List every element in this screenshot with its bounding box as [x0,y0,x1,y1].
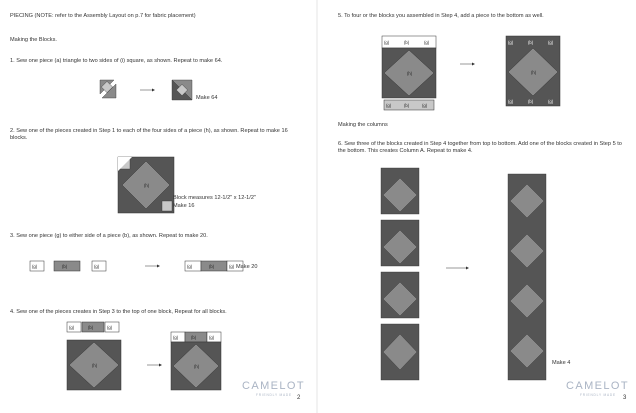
step1-diagram [100,80,200,104]
svg-text:(b): (b) [88,325,94,330]
svg-text:(h): (h) [531,70,537,75]
svg-text:(g): (g) [32,264,38,269]
page-number-left: 2 [297,395,301,401]
svg-text:(h): (h) [194,364,200,369]
column-block-3 [381,272,419,318]
step3-note: Make 20 [236,264,258,270]
step2-block [118,157,176,215]
svg-text:(g): (g) [209,335,215,340]
step2-note-size: Block measures 12-1/2" x 12-1/2" [173,195,256,201]
making-blocks-heading: Making the Blocks. [10,37,57,43]
column-block-1 [381,168,419,214]
piecing-heading: PIECING (NOTE: refer to the Assembly Layout on p.7 for fabric placement) [10,13,196,19]
camelot-logo-right: CAMELOT [566,380,629,392]
camelot-logo: CAMELOT [242,380,305,392]
step5-text: 5. To four or the blocks you assembled in Step 4, add a piece to the bottom as well. [338,13,544,19]
step6-text: 6. Sew three of the blocks created in Step 4 together from top to bottom. Add one of the blocks created in Step 5 to the bottom. This creates Column A. Repeat to make 4. [338,141,622,154]
svg-text:(g): (g) [508,40,514,45]
svg-text:(b): (b) [62,264,68,269]
svg-text:(g): (g) [229,264,235,269]
right-page [318,0,636,413]
column-block-4 [381,324,419,380]
step3-text: 3. Sew one piece (g) to either side of a piece (b), as shown. Repeat to make 20. [10,233,208,239]
label-h: (h) [144,183,150,188]
svg-text:(g): (g) [94,264,100,269]
svg-text:(b): (b) [528,40,534,45]
svg-text:(g): (g) [69,325,75,330]
svg-text:(b): (b) [528,99,534,104]
column-block-2 [381,220,419,266]
svg-text:(h): (h) [407,71,413,76]
svg-text:(g): (g) [548,99,554,104]
step6-note: Make 4 [552,360,571,366]
making-columns-heading: Making the columns [338,122,388,128]
step1-note: Make 64 [196,95,218,101]
svg-text:(h): (h) [92,363,98,368]
step3-diagram [30,259,270,275]
step4-diagram [67,322,257,392]
step2-note-count: Make 16 [173,203,195,209]
svg-text:(b): (b) [404,103,410,108]
svg-text:(b): (b) [404,40,410,45]
svg-text:(g): (g) [424,40,430,45]
assembled-column [508,174,546,380]
svg-text:(g): (g) [548,40,554,45]
step2-text: 2. Sew one of the pieces created in Step 1 to each of the four sides of a piece (h), as shown. Repeat to make 16 blocks. [10,128,288,141]
svg-text:(g): (g) [384,40,390,45]
svg-text:(g): (g) [187,264,193,269]
camelot-tagline-right: FRIENDLY MADE [580,393,616,397]
svg-text:(g): (g) [386,103,392,108]
svg-text:(b): (b) [191,335,197,340]
left-page [0,0,316,413]
step1-unit-after [172,80,192,100]
step5-diagram [382,36,612,112]
step6-diagram [381,168,631,408]
camelot-tagline: FRIENDLY MADE [256,393,292,397]
svg-text:(g): (g) [173,335,179,340]
svg-text:(g): (g) [508,99,514,104]
step1-unit-before [100,80,116,98]
page-number-right: 3 [623,395,627,401]
svg-text:(g): (g) [422,103,428,108]
svg-text:(g): (g) [107,325,113,330]
step1-text: 1. Sew one piece (a) triangle to two sides of (i) square, as shown. Repeat to make 64. [10,58,223,64]
step4-text: 4. Sew one of the pieces creates in Step 3 to the top of one block, Repeat for all blocks. [10,309,227,315]
svg-text:(b): (b) [209,264,215,269]
